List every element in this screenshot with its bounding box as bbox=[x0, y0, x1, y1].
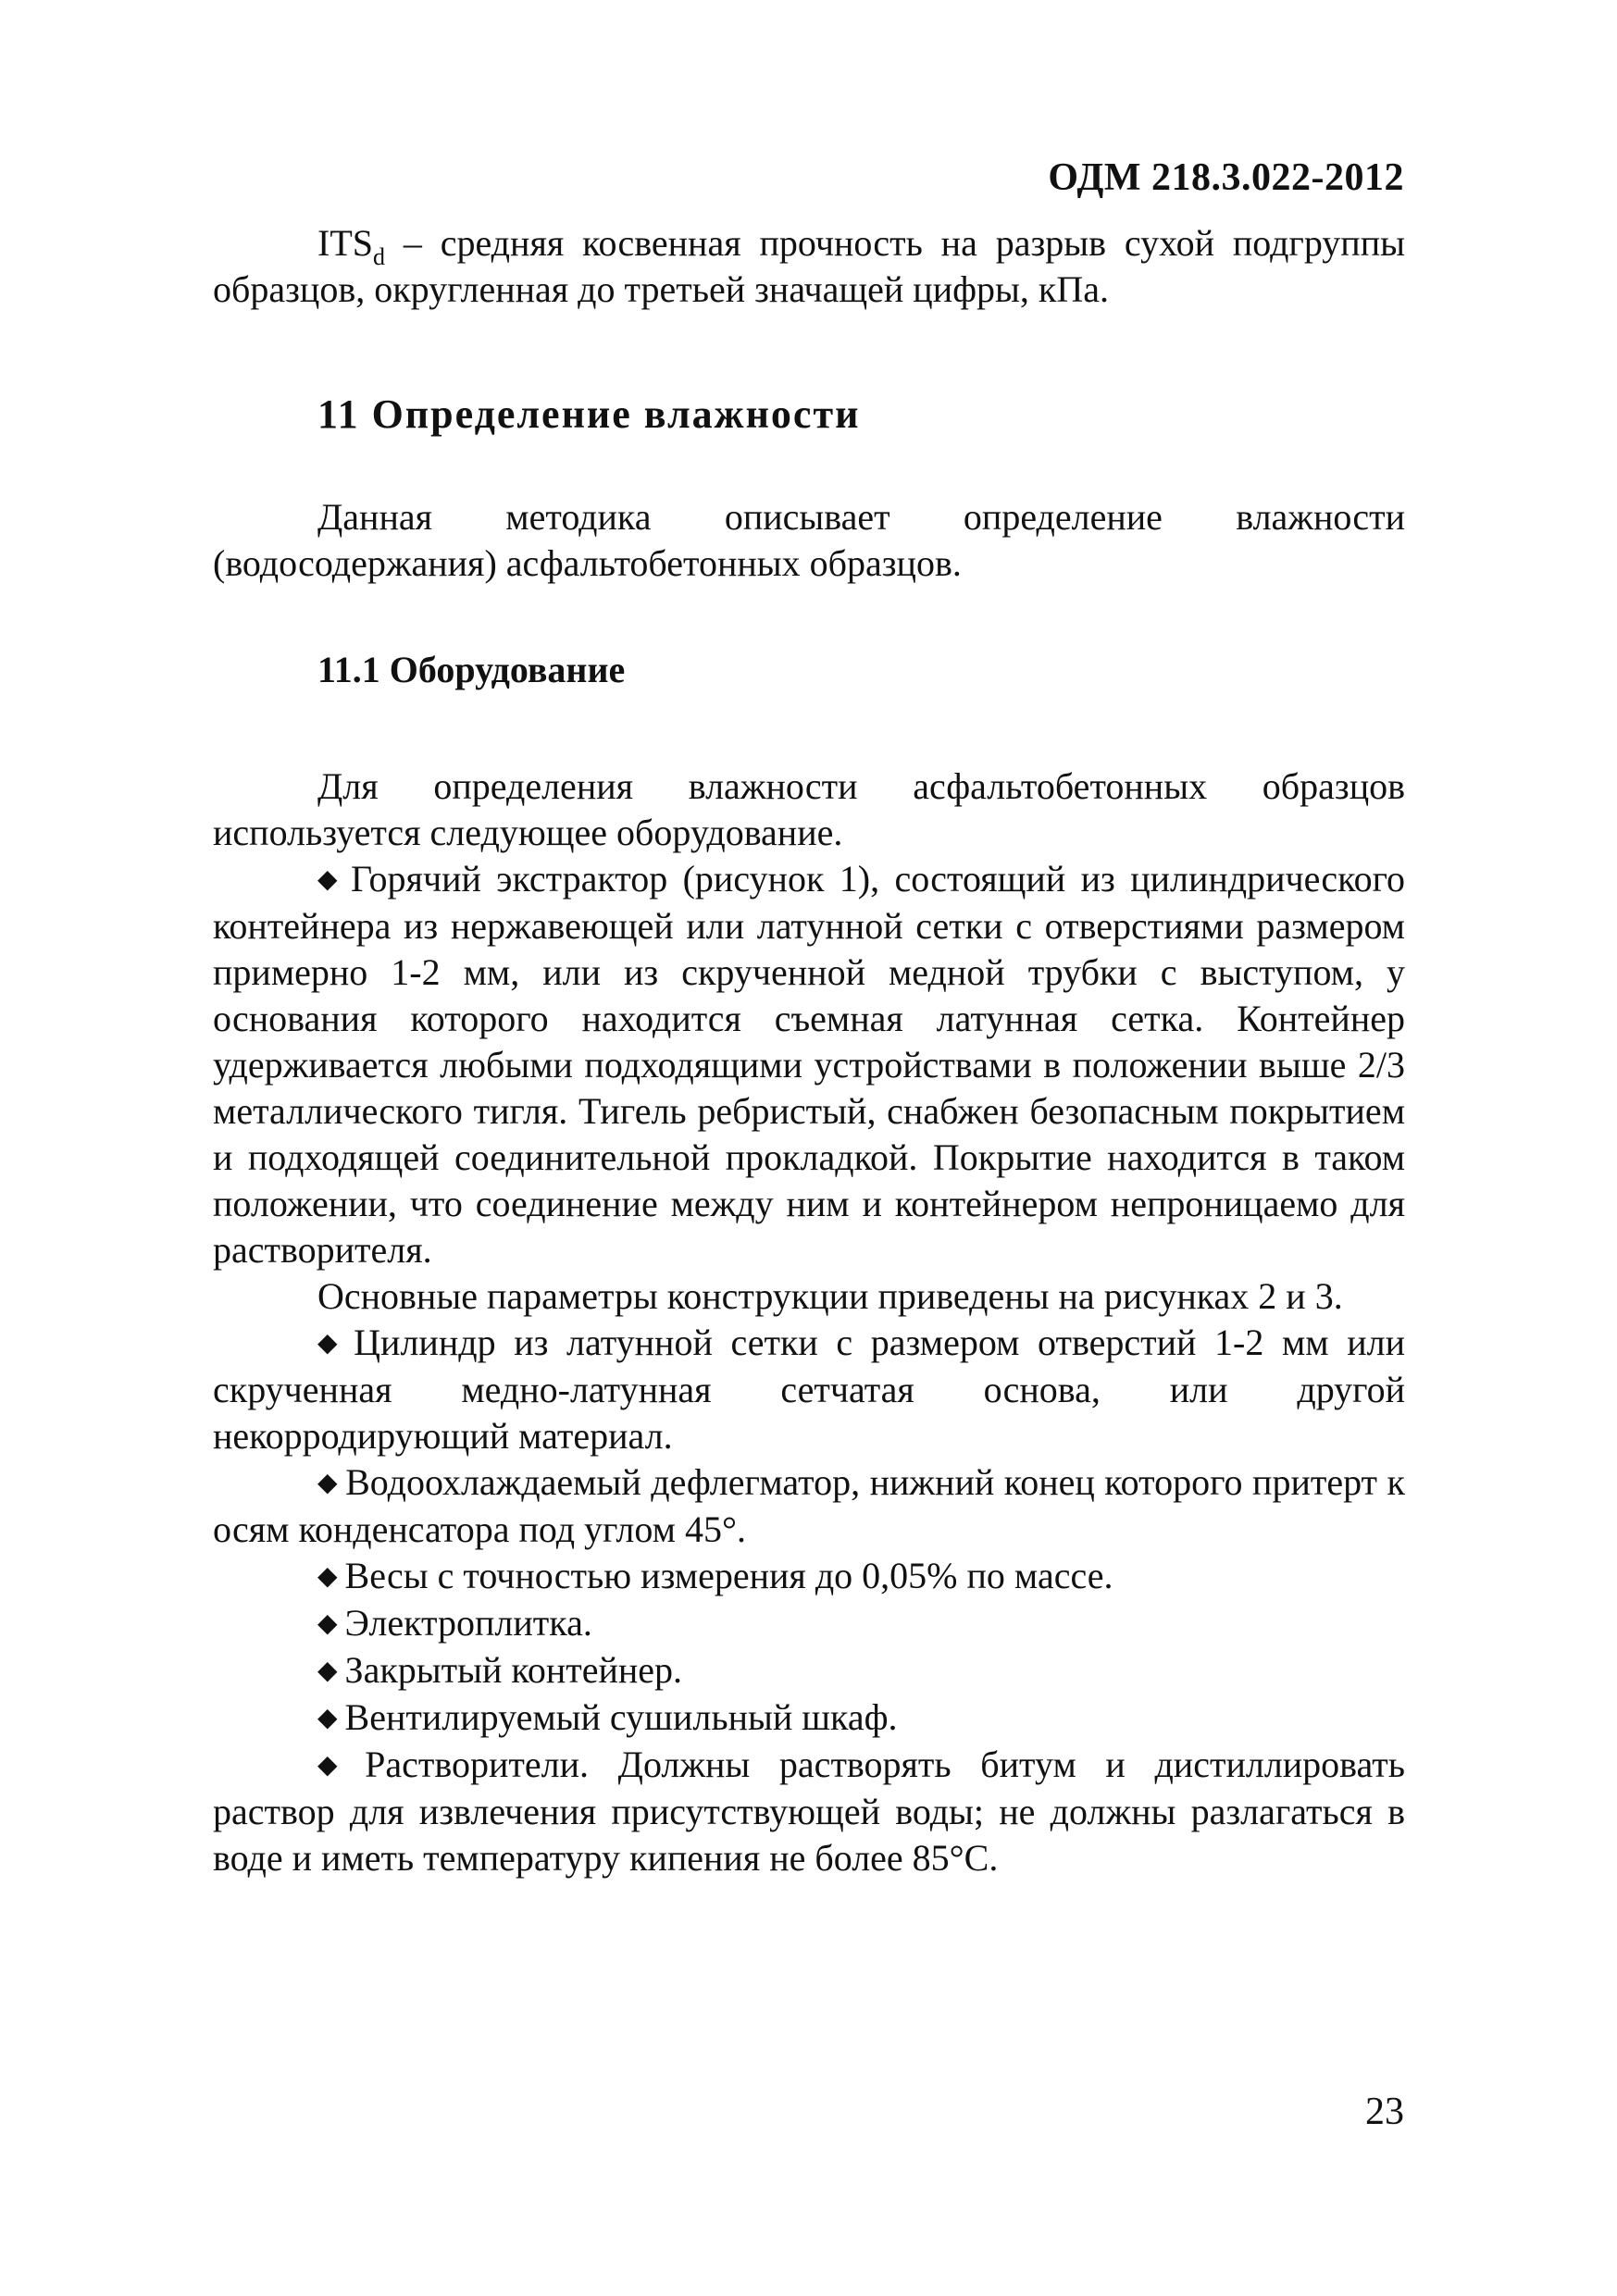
section-heading: 11 Определение влажности bbox=[317, 391, 861, 437]
bullet-icon: ◆ bbox=[317, 1609, 338, 1638]
page-number: 23 bbox=[1365, 2091, 1404, 2133]
equipment-item: ◆ Вентилируемый сушильный шкаф. bbox=[317, 1696, 898, 1738]
bullet-icon: ◆ bbox=[317, 1562, 338, 1591]
definition-text: – средняя косвенная прочность на разрыв сухой подгруппы образцов, округленная до третьей значащей цифры, кПа. bbox=[213, 222, 1405, 310]
its-definition bbox=[213, 220, 1405, 313]
equipment-item: ◆ Весы с точностью измерения до 0,05% по массе. bbox=[317, 1555, 1113, 1596]
equipment-item: ◆ Растворители. Должны растворять битум и дистиллировать раствор для извлечения присутствующей воды; не должны разлагаться в воде и иметь температуру кипения не более 85°С. bbox=[213, 1744, 1405, 1879]
equipment-item: ◆ Цилиндр из латунной сетки с размером отверстий 1-2 мм или скрученная медно-латунная сетчатая основа, или другой некорродирующий материал. bbox=[213, 1322, 1405, 1457]
page-content bbox=[213, 220, 1405, 1881]
document-code: ОДМ 218.3.022-2012 bbox=[1048, 156, 1404, 199]
bullet-icon: ◆ bbox=[317, 1469, 339, 1497]
subsection-heading: 11.1 Оборудование bbox=[317, 649, 626, 690]
bullet-icon: ◆ bbox=[317, 1657, 338, 1685]
bullet-icon: ◆ bbox=[317, 1704, 338, 1732]
bullet-icon: ◆ bbox=[317, 1751, 358, 1780]
definition-symbol: ITS bbox=[317, 222, 373, 264]
equipment-item: ◆ Горячий экстрактор (рисунок 1), состоящий из цилиндрического контейнера из нержавеющей или латунной сетки с отверстиями размером примерно 1-2 мм, или из скрученной медной трубки с выступом, у основания которого находится съемная латунная сетка. Контейнер удерживается любыми подходящими устройствами в положении выше 2/3 металлического тигля. Тигель ребристый, снабжен безопасным покрытием и подходящей соединительной прокладкой. Покрытие находится в таком положении, что соединение между ним и контейнером непроницаемо для растворителя. bbox=[213, 858, 1405, 1271]
equipment-item: ◆ Водоохлаждаемый дефлегматор, нижний конец которого притерт к осям конденсатора под углом 45°. bbox=[213, 1461, 1405, 1550]
equipment-item: ◆ Закрытый контейнер. bbox=[317, 1649, 683, 1691]
definition-subscript: d bbox=[373, 243, 385, 270]
equipment-item: ◆ Электроплитка. bbox=[317, 1602, 592, 1644]
section-intro: Данная методика описывает определение влажности (водосодержания) асфальтобетонных образцов. bbox=[213, 496, 1405, 584]
equipment-lead: Для определения влажности асфальтобетонных образцов используется следующее оборудование. bbox=[213, 765, 1405, 853]
bullet-icon: ◆ bbox=[317, 1329, 347, 1358]
bullet-icon: ◆ bbox=[317, 865, 343, 894]
equipment-note: Основные параметры конструкции приведены на рисунках 2 и 3. bbox=[317, 1275, 1343, 1317]
